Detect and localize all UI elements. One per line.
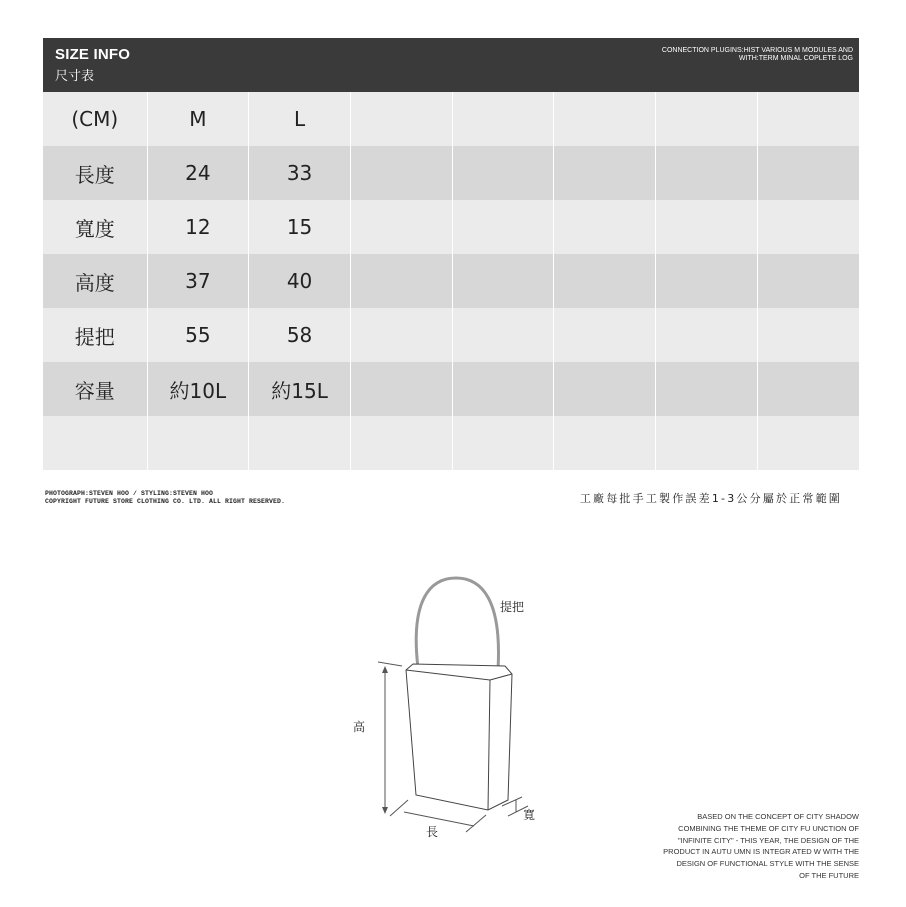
concept-line-4: PRODUCT IN AUTU UMN IS INTEGR ATED W WITH THE bbox=[663, 847, 859, 857]
credits-line-2: COPYRIGHT FUTURE STORE CLOTHING CO. LTD. ALL RIGHT RESERVED. bbox=[45, 498, 286, 505]
length-label: 長 bbox=[426, 825, 439, 839]
header-title: SIZE INFO bbox=[55, 46, 131, 63]
length-tick-left bbox=[390, 800, 408, 816]
concept-line-1: BASED ON THE CONCEPT OF CITY SHADOW bbox=[697, 812, 859, 821]
table-cell: 24 bbox=[147, 146, 249, 200]
height-arrow-top bbox=[382, 666, 388, 673]
handle-label: 提把 bbox=[500, 600, 525, 614]
row-header-cell: 寬度 bbox=[43, 200, 147, 254]
row-header-cell: 長度 bbox=[43, 146, 147, 200]
concept-line-6: OF THE FUTURE bbox=[799, 870, 859, 880]
table-cell: 約15L bbox=[249, 362, 351, 416]
table-cell: 37 bbox=[147, 254, 249, 308]
header-subtitle: 尺寸表 bbox=[55, 69, 95, 84]
table-cell: L bbox=[249, 92, 351, 146]
table-cell: 58 bbox=[249, 308, 351, 362]
credits-line-1: PHOTOGRAPH:STEVEN HOO / STYLING:STEVEN HOO bbox=[45, 490, 214, 497]
table-cell: 40 bbox=[249, 254, 351, 308]
table-cell: 55 bbox=[147, 308, 249, 362]
bag-body bbox=[406, 664, 512, 810]
row-header-cell: 高度 bbox=[43, 254, 147, 308]
bag-handle bbox=[416, 578, 498, 670]
concept-line-2: COMBINING THE THEME OF CITY FU UNCTION OF bbox=[678, 823, 859, 833]
row-header-cell: 提把 bbox=[43, 308, 147, 362]
concept-text bbox=[599, 811, 859, 882]
concept-line-3: "INFINITE CITY" - THIS YEAR, THE DESIGN OF THE bbox=[677, 835, 859, 845]
table-cell: 約10L bbox=[147, 362, 249, 416]
width-label: 寬 bbox=[523, 808, 536, 822]
height-tick-top bbox=[378, 662, 402, 666]
length-line bbox=[404, 812, 474, 826]
header-right-line-2: WITH:TERM MINAL COPLETE LOG bbox=[738, 55, 853, 62]
table-cell: 33 bbox=[249, 146, 351, 200]
height-label: 高 bbox=[353, 720, 366, 734]
tolerance-note: 工廠每批手工製作誤差1-3公分屬於正常範圍 bbox=[579, 492, 842, 505]
header-right-line-1: CONNECTION PLUGINS:HIST VARIOUS M MODULES AND bbox=[661, 47, 853, 54]
concept-line-5: DESIGN OF FUNCTIONAL STYLE WITH THE SENSE bbox=[676, 859, 859, 869]
height-arrow-bottom bbox=[382, 807, 388, 814]
table-cell: M bbox=[147, 92, 249, 146]
length-tick-right bbox=[466, 815, 486, 832]
table-cell: 12 bbox=[147, 200, 249, 254]
row-header-cell: 容量 bbox=[43, 362, 147, 416]
table-cell: 15 bbox=[249, 200, 351, 254]
row-header-cell: (CM) bbox=[43, 92, 147, 146]
